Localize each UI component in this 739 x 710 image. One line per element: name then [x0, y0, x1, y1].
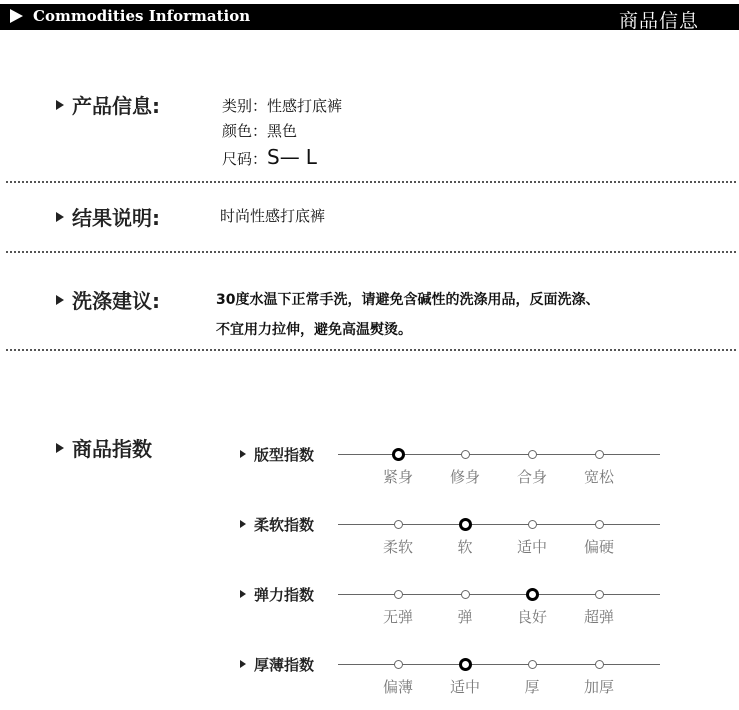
index-dot [595, 450, 604, 459]
header-left-title [10, 7, 250, 25]
size-from: S [267, 145, 280, 169]
size-to: L [305, 145, 317, 169]
index-option-label: 偏薄 [382, 678, 413, 696]
index-row-label [240, 654, 314, 675]
index-dot-selected [526, 588, 539, 601]
index-option-label: 无弹 [382, 608, 413, 626]
index-row-label-text: 版型指数 [254, 446, 315, 464]
size-label: 尺码： [222, 150, 268, 168]
index-dot [528, 660, 537, 669]
index-dot [394, 520, 403, 529]
index-dot [528, 520, 537, 529]
index-row-label-text: 柔软指数 [254, 516, 315, 534]
index-dot-selected [459, 658, 472, 671]
result-title [56, 202, 160, 231]
index-option-label: 适中 [449, 678, 480, 696]
triangle-icon [56, 295, 64, 305]
index-scale-line [338, 524, 660, 525]
index-dot-selected [459, 518, 472, 531]
index-option-label: 厚 [524, 678, 540, 696]
index-scale-line [338, 454, 660, 455]
result-title-text: 结果说明: [72, 206, 160, 230]
index-option-label: 偏硬 [583, 538, 614, 556]
index-dot [595, 660, 604, 669]
triangle-icon [240, 590, 246, 598]
index-dot [394, 660, 403, 669]
index-option-label: 修身 [449, 468, 480, 486]
product-color: 颜色：黑色 [222, 122, 298, 140]
index-dot [461, 590, 470, 599]
washing-title-text: 洗涤建议: [72, 289, 160, 313]
product-info-title [56, 90, 160, 119]
index-dot [394, 590, 403, 599]
dotted-divider [6, 181, 736, 183]
result-text: 时尚性感打底裤 [220, 207, 326, 225]
header-bar [0, 4, 739, 30]
triangle-icon [240, 520, 246, 528]
triangle-icon [240, 450, 246, 458]
index-row-label [240, 514, 314, 535]
index-scale-line [338, 664, 660, 665]
index-title-text: 商品指数 [72, 437, 152, 461]
index-option-label: 超弹 [583, 608, 614, 626]
index-row-label [240, 444, 314, 465]
dotted-divider [6, 251, 736, 253]
index-row-label [240, 584, 314, 605]
index-dot-selected [392, 448, 405, 461]
index-row-label-text: 厚薄指数 [254, 656, 315, 674]
dotted-divider [6, 349, 736, 351]
index-dot [595, 520, 604, 529]
triangle-icon [56, 100, 64, 110]
index-option-label: 软 [457, 538, 473, 556]
index-option-label: 柔软 [382, 538, 413, 556]
washing-line-2: 不宜用力拉伸，避免高温熨烫。 [216, 322, 412, 338]
index-dot [461, 450, 470, 459]
washing-title [56, 285, 160, 314]
index-scale-line [338, 594, 660, 595]
index-option-label: 良好 [516, 608, 547, 626]
index-option-label: 加厚 [583, 678, 614, 696]
product-info-title-text: 产品信息: [72, 94, 160, 118]
index-row-label-text: 弹力指数 [254, 586, 315, 604]
triangle-icon [56, 212, 64, 222]
header-right-title: 商品信息 [618, 10, 699, 32]
triangle-icon [240, 660, 246, 668]
index-dot [595, 590, 604, 599]
product-size [222, 145, 317, 169]
index-title [56, 433, 152, 462]
triangle-icon [56, 443, 64, 453]
index-option-label: 紧身 [382, 468, 413, 486]
size-dash: — [279, 145, 300, 169]
index-option-label: 适中 [516, 538, 547, 556]
index-dot [528, 450, 537, 459]
triangle-icon [10, 9, 23, 23]
washing-line-1: 30度水温下正常手洗，请避免含碱性的洗涤用品，反面洗涤、 [216, 292, 600, 308]
product-category: 类别：性感打底裤 [222, 97, 343, 115]
index-option-label: 合身 [516, 468, 547, 486]
index-option-label: 宽松 [583, 468, 614, 486]
header-left-text: Commodities Information [33, 7, 251, 25]
index-option-label: 弹 [457, 608, 473, 626]
